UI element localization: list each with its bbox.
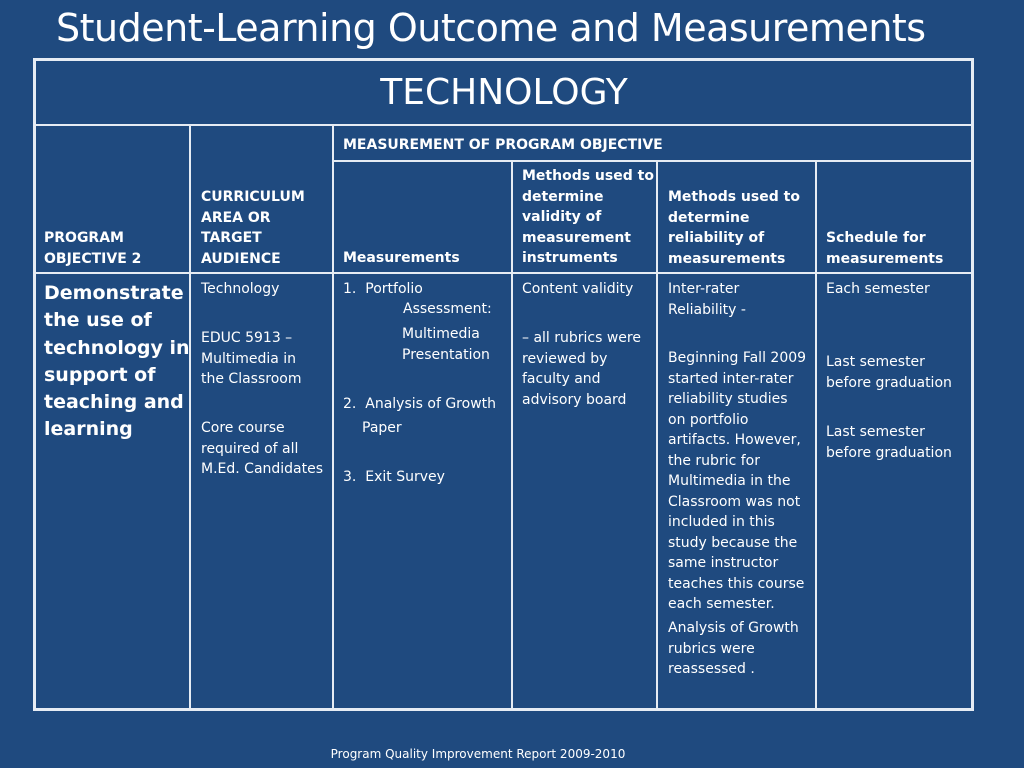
header-program-objective: PROGRAM OBJECTIVE 2: [44, 230, 142, 267]
objective-text: Demonstrate the use of technology in support of teaching and learning: [44, 282, 190, 441]
grid-line: [511, 160, 513, 710]
curriculum-note-text: Core course required of all M.Ed. Candidates: [201, 420, 324, 477]
measurement-item-1-sub: Assessment:: [403, 301, 492, 317]
table-banner: TECHNOLOGY: [380, 72, 628, 113]
reliability-detail-text: Beginning Fall 2009 started inter-rater reliability studies on portfolio artifacts. However, the rubric for Multimedia in the Classroom was not included in this study because the same instructor teaches this course each semester.: [668, 350, 807, 612]
reliability-note-text: Analysis of Growth rubrics were reassessed .: [668, 620, 799, 677]
measurement-item-1-detail: Multimedia Presentation: [402, 326, 490, 363]
table-border-right: [971, 58, 974, 711]
grid-line: [332, 124, 334, 710]
schedule-2-text: Last semester before graduation: [826, 354, 952, 391]
measurement-item-1: 1. Portfolio: [343, 281, 423, 297]
grid-line: [656, 160, 658, 710]
grid-line: [333, 160, 974, 162]
header-measurement-group: MEASUREMENT OF PROGRAM OBJECTIVE: [343, 137, 663, 153]
measurement-item-2-sub: Paper: [362, 420, 402, 436]
header-schedule: Schedule for measurements: [826, 230, 944, 267]
table-border-top: [33, 58, 974, 61]
validity-main-text: Content validity: [522, 281, 634, 297]
validity-detail-text: – all rubrics were reviewed by faculty and advisory board: [522, 330, 641, 408]
schedule-1-text: Each semester: [826, 281, 930, 297]
table-border-left: [33, 58, 36, 711]
header-validity: Methods used to determine validity of measurement instruments: [522, 168, 654, 266]
table-border-bottom: [33, 708, 974, 711]
grid-line: [815, 160, 817, 710]
curriculum-area-text: Technology: [201, 281, 280, 297]
grid-line: [33, 272, 974, 274]
slide-footer: Program Quality Improvement Report 2009-2010: [330, 747, 626, 761]
reliability-main-text: Inter-rater Reliability -: [668, 281, 746, 318]
header-reliability: Methods used to determine reliability of measurements: [668, 189, 800, 267]
measurement-item-2: 2. Analysis of Growth: [343, 396, 497, 412]
header-measurements: Measurements: [343, 250, 460, 266]
grid-line: [33, 124, 974, 126]
schedule-3-text: Last semester before graduation: [826, 424, 952, 461]
header-curriculum-area: CURRICULUM AREA OR TARGET AUDIENCE: [201, 189, 305, 267]
curriculum-course-text: EDUC 5913 – Multimedia in the Classroom: [201, 330, 302, 387]
measurement-item-3: 3. Exit Survey: [343, 469, 445, 485]
slide-title: Student-Learning Outcome and Measurements: [56, 6, 926, 50]
